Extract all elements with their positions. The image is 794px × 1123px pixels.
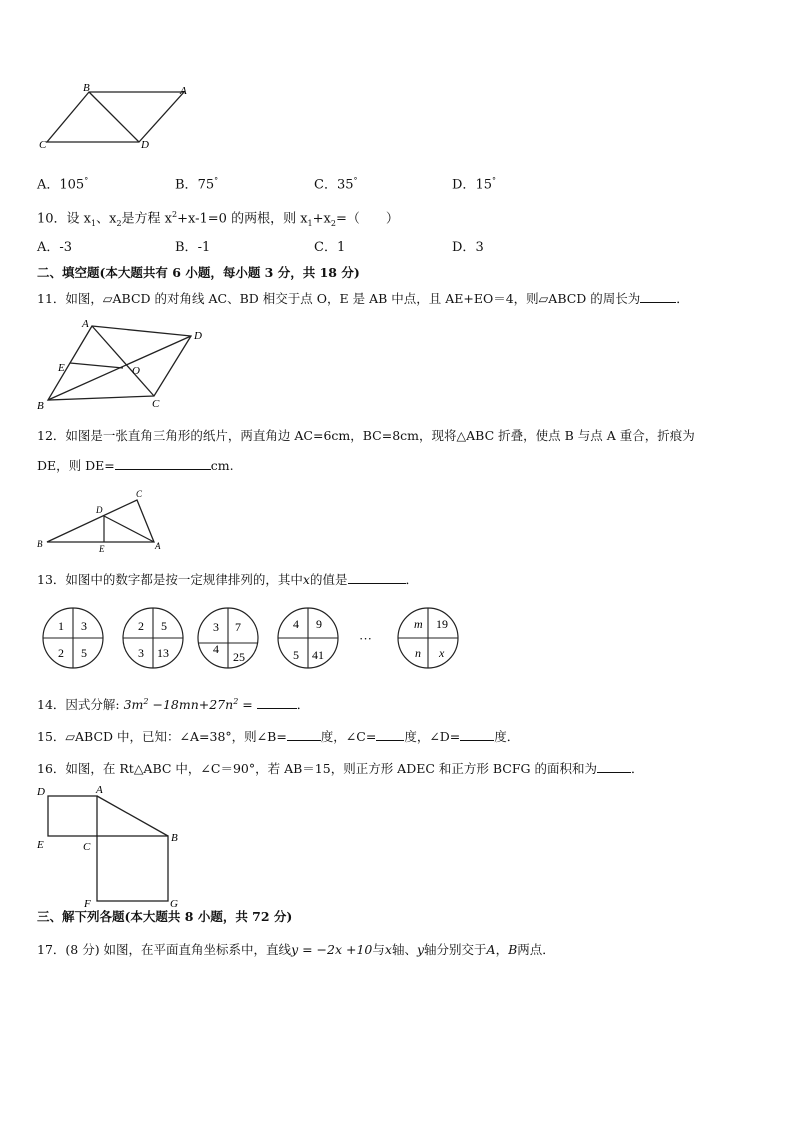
q9-option-d[interactable]	[452, 173, 496, 193]
q17-point-a: A	[486, 942, 496, 957]
q11-period: ．	[676, 291, 689, 306]
q10-option-d[interactable]	[452, 240, 484, 256]
q9-label-c: C	[39, 139, 47, 151]
q12-segment-da	[104, 516, 154, 542]
q9-option-a[interactable]	[37, 173, 88, 193]
q13-circle-5	[398, 608, 458, 668]
q16-label-b: B	[171, 832, 178, 844]
q12-label-d: D	[96, 505, 103, 515]
q13-circle-3-br: 25	[233, 650, 245, 664]
q13-circle-4-br: 41	[312, 648, 324, 662]
subscript: 2	[330, 218, 336, 228]
option-value: 105	[59, 177, 85, 193]
q16-period: ．	[630, 761, 644, 776]
q9-label-b: B	[83, 82, 90, 94]
degree-mark: °	[84, 176, 89, 185]
q13-circle-5-tl: m	[414, 617, 423, 631]
q13-circle-2	[123, 608, 183, 668]
q13-circle-1-tl: 1	[58, 619, 64, 633]
option-letter: C．	[314, 240, 337, 255]
q12-label-e: E	[99, 544, 105, 552]
subscript: 1	[307, 218, 313, 228]
subscript: 2	[116, 218, 122, 228]
q11-figure	[34, 316, 214, 412]
degree-mark: °	[214, 176, 219, 185]
q13-circle-2-bl: 3	[138, 646, 144, 660]
subscript: 1	[91, 218, 97, 228]
q16-label-d: D	[37, 786, 45, 798]
q14-term: −18mn+27n	[148, 697, 234, 713]
q13-variable: x	[302, 572, 310, 587]
q9-diagonal-bd	[89, 92, 139, 142]
q11-label-a: A	[82, 318, 89, 330]
option-value: 75	[197, 177, 215, 193]
option-letter: D．	[452, 240, 476, 255]
q11-text	[37, 291, 689, 307]
q16-label-f: F	[84, 898, 91, 910]
q17-text	[37, 942, 555, 958]
q15-stem: 度．	[494, 729, 520, 744]
degree-mark: °	[491, 176, 496, 185]
q15-stem: 度，∠C=	[320, 729, 377, 744]
q13-circle-4-tr: 9	[316, 617, 322, 631]
q11-segment-eo	[70, 363, 123, 368]
q9-option-b[interactable]	[175, 173, 218, 193]
q12-label-b: B	[37, 539, 43, 549]
q9-option-c[interactable]	[314, 173, 358, 193]
option-value: 15	[475, 177, 492, 193]
q16-stem: 16．如图，在 Rt△ABC 中，∠C＝90°，若 AB＝15，则正方形 ADEC 和正方形 BCFG 的面积和为	[37, 761, 597, 776]
q13-circle-2-tl: 2	[138, 619, 144, 633]
q16-text	[37, 761, 643, 777]
q13-circle-2-tr: 5	[161, 619, 167, 633]
q10-text: 10．设 x	[37, 211, 92, 227]
option-letter: C．	[314, 177, 337, 193]
degree-mark: °	[353, 176, 358, 185]
q16-label-g: G	[170, 898, 178, 910]
q10-option-b[interactable]	[175, 240, 210, 256]
q13-ellipsis: ···	[359, 631, 372, 646]
q13-circle-5-br: x	[439, 646, 445, 660]
q16-label-c: C	[83, 841, 91, 853]
q12-label-c: C	[136, 489, 143, 499]
option-letter: B．	[175, 240, 198, 255]
q14-term: =	[238, 697, 253, 713]
option-letter: B．	[175, 177, 198, 193]
q13-answer-blank[interactable]	[348, 572, 406, 584]
q11-label-b: B	[37, 400, 44, 412]
q17-stem: 与	[372, 942, 385, 957]
option-letter: D．	[452, 177, 476, 193]
q15-blank-b[interactable]	[287, 729, 321, 741]
q13-circle-1-br: 5	[81, 646, 87, 660]
q12-label-a: A	[155, 541, 161, 551]
option-value: 1	[336, 240, 346, 255]
q11-label-d: D	[194, 330, 202, 342]
q16-figure	[34, 782, 194, 910]
q13-circle-3-bl: 4	[213, 642, 219, 656]
q13-circle-1	[43, 608, 103, 668]
option-letter: A．	[37, 177, 60, 193]
q13-circle-3	[198, 608, 258, 668]
q11-parallelogram	[48, 326, 191, 400]
q12-line-2	[37, 458, 234, 474]
q16-label-e: E	[37, 839, 44, 851]
q12-unit: cm.	[210, 458, 234, 473]
q13-circle-4	[278, 608, 338, 668]
q17-y-var: y	[416, 942, 425, 957]
q16-square-bcfg	[97, 836, 168, 901]
option-letter: A．	[37, 240, 60, 255]
q9-parallelogram	[47, 92, 184, 142]
option-value: -3	[59, 240, 73, 255]
q10-text: +x	[312, 211, 331, 227]
q13-circle-3-tr: 7	[235, 620, 241, 634]
q9-label-a: A	[180, 85, 187, 97]
q17-comma: ，	[495, 942, 509, 957]
q13-circle-3-tl: 3	[213, 620, 219, 634]
q14-stem: 14．因式分解:	[37, 697, 124, 713]
section-3-heading: 三、解下列各题(本大题共 8 小题，共 72 分)	[37, 909, 293, 924]
q17-stem: 轴、	[391, 942, 417, 957]
q13-stem: 的值是	[309, 572, 348, 587]
q11-label-e: E	[58, 362, 65, 374]
q12-line-1: 12．如图是一张直角三角形的纸片，两直角边 AC=6cm，BC=8cm，现将△ABC 折叠，使点 B 与点 A 重合，折痕为	[37, 428, 695, 443]
option-value: -1	[197, 240, 211, 255]
q17-x-var: x	[384, 942, 392, 957]
q10-text: 是方程 x	[121, 211, 173, 227]
superscript: 2	[172, 210, 178, 219]
q12-figure	[34, 486, 174, 552]
option-value: 35	[336, 177, 354, 193]
q10-text: +x-1=0 的两根，则 x	[177, 211, 308, 227]
q11-diagonal-ac	[92, 326, 154, 396]
q15-text	[37, 729, 519, 745]
q14-answer-blank[interactable]	[257, 697, 297, 709]
superscript: 2	[233, 697, 239, 706]
q17-stem: 两点．	[517, 942, 555, 957]
q9-label-d: D	[141, 139, 149, 151]
q13-circle-4-bl: 5	[293, 648, 299, 662]
q14-text	[37, 694, 309, 713]
q17-stem: 轴分别交于	[424, 942, 487, 957]
q14-period: ．	[296, 697, 310, 713]
q11-label-o: O	[132, 365, 140, 377]
q13-circle-5-bl: n	[415, 646, 421, 660]
q10-stem	[37, 207, 399, 232]
q16-answer-blank[interactable]	[597, 761, 631, 773]
q16-label-a: A	[96, 784, 103, 796]
q10-option-a[interactable]	[37, 240, 72, 256]
q14-expression	[124, 697, 253, 712]
q12-answer-blank[interactable]	[115, 458, 211, 470]
q15-blank-d[interactable]	[460, 729, 494, 741]
q12-text: DE，则 DE=	[37, 458, 115, 473]
q14-term: 3m	[123, 697, 144, 713]
q17-point-b: B	[508, 942, 518, 957]
q9-figure	[34, 80, 224, 152]
q13-text	[37, 572, 418, 588]
q13-circle-4-tl: 4	[293, 617, 299, 631]
q13-figure	[36, 603, 466, 673]
section-2-heading: 二、填空题(本大题共有 6 小题，每小题 3 分，共 18 分)	[37, 265, 360, 280]
q15-stem: 度，∠D=	[404, 729, 461, 744]
q17-equation: y = −2x +10	[291, 942, 373, 957]
q11-label-c: C	[152, 398, 160, 410]
q13-circle-1-bl: 2	[58, 646, 64, 660]
q13-circle-5-tr: 19	[436, 617, 448, 631]
option-value: 3	[475, 240, 484, 255]
q11-answer-blank[interactable]	[640, 291, 676, 303]
q10-text: =（ ）	[335, 211, 399, 227]
q10-text: 、x	[96, 211, 117, 227]
q17-stem: 17．(8 分) 如图，在平面直角坐标系中，直线	[37, 942, 292, 957]
q10-option-c[interactable]	[314, 240, 345, 256]
q15-blank-c[interactable]	[376, 729, 404, 741]
q16-hypotenuse-ab	[97, 796, 168, 836]
q11-stem: 11．如图，▱ABCD 的对角线 AC、BD 相交于点 O，E 是 AB 中点，且 AE+EO＝4，则▱ABCD 的周长为	[37, 291, 641, 306]
q13-period: ．	[405, 572, 419, 587]
q13-stem: 13．如图中的数字都是按一定规律排列的，其中	[37, 572, 303, 587]
q13-circle-1-tr: 3	[81, 619, 87, 633]
q16-square-adec	[48, 796, 97, 836]
q13-circle-2-br: 13	[157, 646, 169, 660]
superscript: 2	[143, 697, 149, 706]
q15-stem: 15．▱ABCD 中，已知：∠A=38°，则∠B=	[37, 729, 287, 744]
